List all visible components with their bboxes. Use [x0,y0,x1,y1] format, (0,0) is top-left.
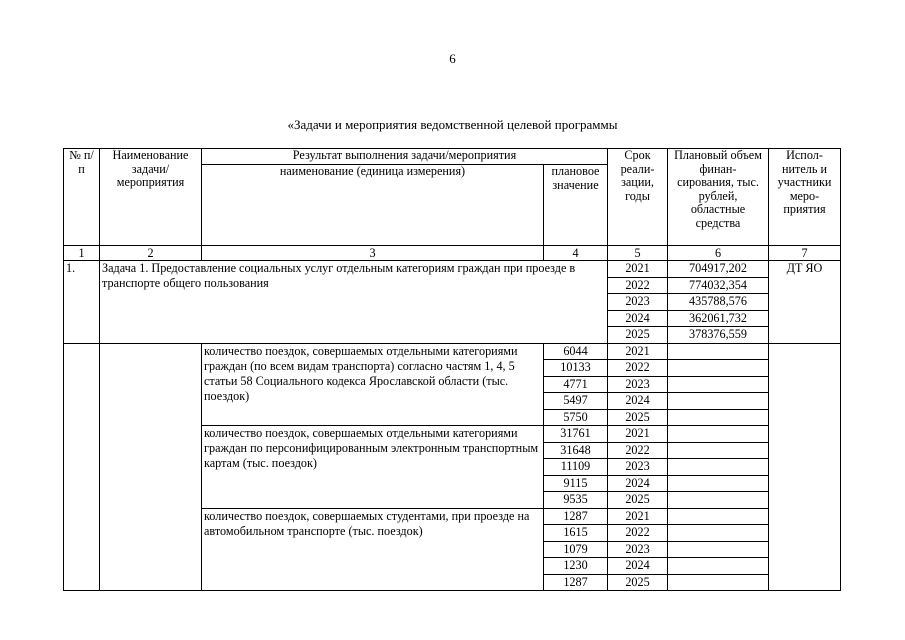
task-number: 1. [64,261,100,344]
indicator-year: 2023 [608,459,668,476]
indicator-year: 2022 [608,360,668,377]
indicator-year: 2024 [608,393,668,410]
empty-cell [668,409,769,426]
empty-cell [668,508,769,525]
column-number: 7 [769,246,841,261]
task-year: 2025 [608,327,668,344]
empty-cell [668,442,769,459]
task-year: 2024 [608,310,668,327]
header-planned-value: плановое значение [544,165,608,246]
task-year: 2022 [608,277,668,294]
indicator-year: 2021 [608,508,668,525]
indicator-value: 1287 [544,508,608,525]
column-number: 3 [202,246,544,261]
task-year: 2023 [608,294,668,311]
column-number: 5 [608,246,668,261]
column-numbers-row [64,246,841,261]
task-name: Задача 1. Предоставление социальных услуг отдельным категориям граждан при проезде в транспорте общего пользования [100,261,608,344]
indicator-name: количество поездок, совершаемых отдельными категориями граждан по персонифицированным электронным транспортным картам (тыс. поездок) [202,426,544,509]
indicator-value: 1615 [544,525,608,542]
header-num: № п/п [64,149,100,246]
indicator-value: 4771 [544,376,608,393]
empty-cell [668,393,769,410]
indicator-name: количество поездок, совершаемых отдельными категориями граждан (по всем видам транспорта) согласно частям 1, 4, 5 статьи 58 Социального кодекса Ярославской области (тыс. поездок) [202,343,544,426]
indicator-value: 1287 [544,574,608,591]
empty-cell [668,492,769,509]
indicator-value: 10133 [544,360,608,377]
header-indicator-name: наименование (единица измерения) [202,165,544,246]
header-task-name: Наименование задачи/ мероприятия [100,149,202,246]
header-funding: Плановый объем финан- сирования, тыс. рублей, областные средства [668,149,769,246]
indicator-year: 2023 [608,376,668,393]
indicator-year: 2025 [608,409,668,426]
indicator-value: 9535 [544,492,608,509]
empty-cell [668,541,769,558]
page-title: «Задачи и мероприятия ведомственной целевой программы [287,117,618,132]
column-number: 4 [544,246,608,261]
empty-cell [100,343,202,591]
table-row [64,261,841,278]
empty-cell [64,343,100,591]
page-number: 6 [449,51,456,66]
indicator-year: 2025 [608,492,668,509]
indicator-year: 2022 [608,525,668,542]
header-executor: Испол- нитель и участники меро- приятия [769,149,841,246]
empty-cell [668,475,769,492]
header-result-group: Результат выполнения задачи/мероприятия [202,149,608,165]
indicator-value: 5497 [544,393,608,410]
program-table [63,148,841,591]
indicator-value: 1079 [544,541,608,558]
indicator-value: 31761 [544,426,608,443]
empty-cell [769,343,841,591]
indicator-year: 2024 [608,558,668,575]
indicator-year: 2025 [608,574,668,591]
column-number: 2 [100,246,202,261]
task-amount: 704917,202 [668,261,769,278]
table-row [64,343,841,360]
empty-cell [668,525,769,542]
header-term: Срок реали- зации, годы [608,149,668,246]
indicator-value: 9115 [544,475,608,492]
empty-cell [668,459,769,476]
empty-cell [668,343,769,360]
indicator-value: 11109 [544,459,608,476]
indicator-value: 5750 [544,409,608,426]
empty-cell [668,574,769,591]
task-amount: 774032,354 [668,277,769,294]
empty-cell [668,426,769,443]
indicator-year: 2021 [608,426,668,443]
task-year: 2021 [608,261,668,278]
task-amount: 435788,576 [668,294,769,311]
column-number: 6 [668,246,769,261]
indicator-value: 1230 [544,558,608,575]
column-number: 1 [64,246,100,261]
indicator-year: 2024 [608,475,668,492]
task-amount: 362061,732 [668,310,769,327]
indicator-year: 2021 [608,343,668,360]
indicator-year: 2022 [608,442,668,459]
indicator-value: 6044 [544,343,608,360]
empty-cell [668,360,769,377]
indicator-name: количество поездок, совершаемых студентами, при проезде на автомобильном транспорте (тыс. поездок) [202,508,544,591]
indicator-year: 2023 [608,541,668,558]
empty-cell [668,558,769,575]
task-executor: ДТ ЯО [769,261,841,344]
indicator-value: 31648 [544,442,608,459]
empty-cell [668,376,769,393]
task-amount: 378376,559 [668,327,769,344]
